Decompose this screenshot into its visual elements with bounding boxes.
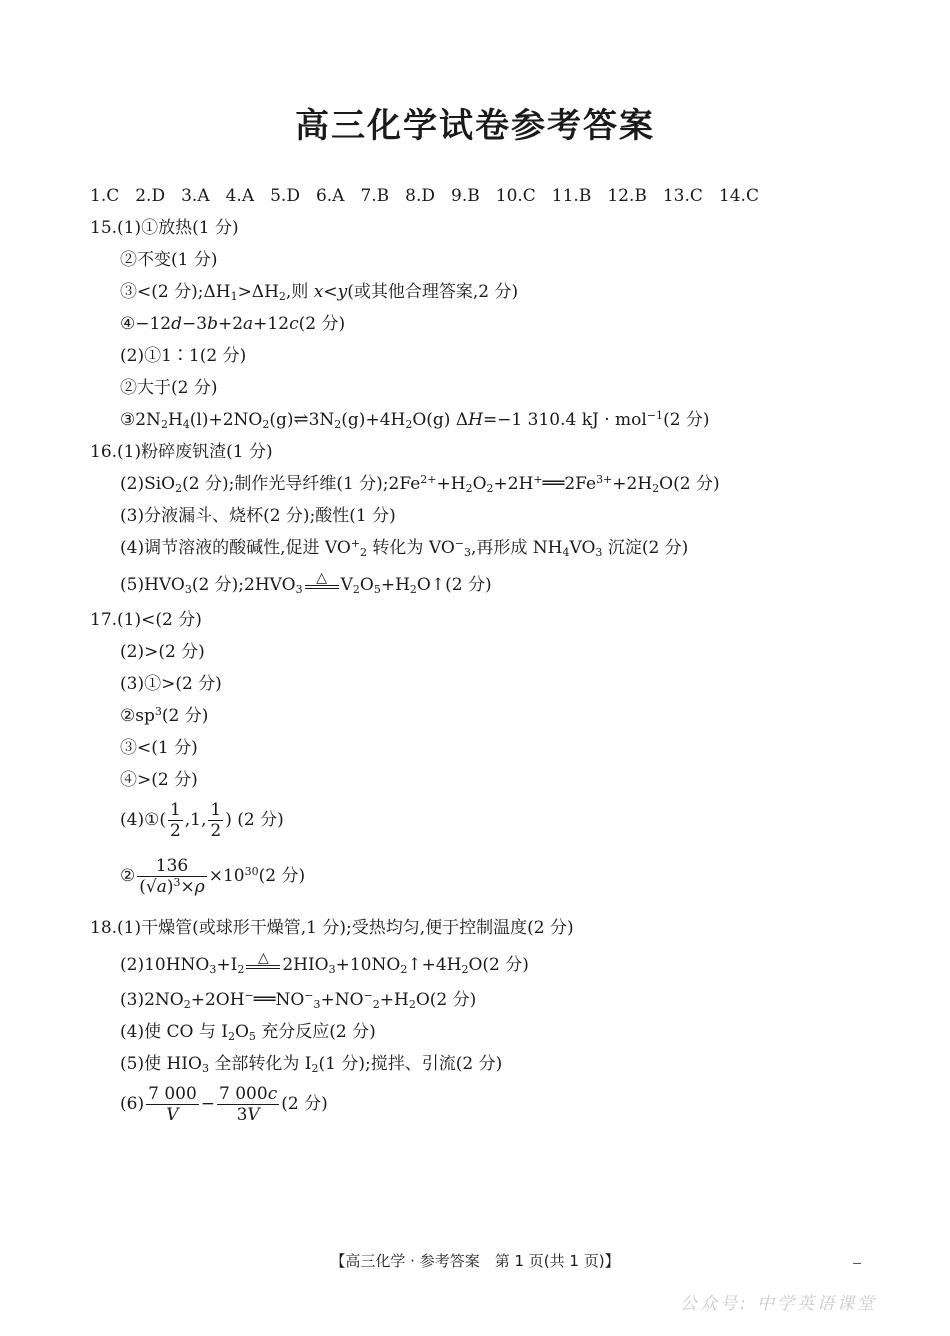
- mc-answer: 3.A: [181, 186, 210, 206]
- q17-line-7: (4)①( $\frac{1}{2}$ ,1, $\frac{1}{2}$ ) (2 分): [120, 800, 284, 841]
- mc-answer: 7.B: [360, 186, 390, 206]
- divider: [853, 1263, 861, 1264]
- mc-answer: 2.D: [135, 186, 166, 206]
- q15-line-3: ③<(2 分)$;\Delta H_1>\Delta H_2$,则 x<y(或其他合理答案,2 分): [120, 282, 519, 303]
- mc-answer: 5.D: [270, 186, 300, 206]
- fraction: $\frac{136}{(√a)^3\times\rho}$: [139, 856, 205, 897]
- mc-answer: 13.C: [662, 186, 703, 206]
- mc-answer-row: [90, 184, 775, 208]
- watermark: 公众号: 中学英语课堂: [680, 1294, 878, 1314]
- fraction: $\frac{1}{2}$: [169, 800, 181, 841]
- mc-answer: 14.C: [718, 186, 759, 206]
- heat-condition-icon: △: [246, 952, 280, 979]
- q17-line-6: ④>(2 分): [120, 770, 198, 790]
- q16-line-3: (3)分液漏斗、烧杯(2 分);酸性(1 分): [120, 506, 396, 526]
- mc-answer: 10.C: [495, 186, 536, 206]
- q18-line-4: (4)使 CO 与 $I_2O_5$ 充分反应(2 分): [120, 1022, 376, 1043]
- page-footer: 【高三化学 · 参考答案 第 1 页(共 1 页)】: [330, 1252, 620, 1270]
- heat-condition-icon: △: [305, 572, 339, 599]
- q18-line-1: 18.(1)干燥管(或球形干燥管,1 分);受热均匀,便于控制温度(2 分): [90, 918, 574, 938]
- q17-line-3: (3)①>(2 分): [120, 674, 222, 694]
- q15-line-7: $③2N_2H_4(l)+2NO_2(g)\rightleftharpoons 3N_2(g)+4H_2O(g)$ ΔH=−1 310.4 kJ · mol$^{-1}$(2 分): [120, 409, 710, 431]
- fraction: $\frac{1}{2}$: [210, 800, 222, 841]
- q15-line-5: (2)①1∶1(2 分): [120, 346, 247, 366]
- equilibrium-arrow-icon: ⇌: [293, 409, 309, 430]
- mc-answer: 11.B: [551, 186, 592, 206]
- q17-line-2: (2)>(2 分): [120, 642, 205, 662]
- q16-line-4: (4)调节溶液的酸碱性,促进 $VO^+_2$ 转化为 $VO^-_3$,再形成 $NH_4VO_3$ 沉淀(2 分): [120, 537, 689, 559]
- q15-line-2: ②不变(1 分): [120, 250, 218, 270]
- q18-line-6: (6) $\frac{7 000}{V}$ − $\frac{7 000c}{3V}$ (2 分): [120, 1084, 328, 1125]
- q15-line-6: ②大于(2 分): [120, 378, 218, 398]
- q17-line-8: ② $\frac{136}{(√a)^3\times\rho}$ $\times 10^{30}(2$ 分): [120, 856, 306, 897]
- q15-line-4: ④−12d−3b+2a+12c(2 分): [120, 314, 346, 334]
- equals-sign-icon: ══: [253, 989, 276, 1010]
- mc-answer: 9.B: [451, 186, 480, 206]
- q17-line-5: ③<(1 分): [120, 738, 198, 758]
- fraction: $\frac{7 000}{V}$: [148, 1084, 197, 1125]
- mc-answer: 1.C: [90, 186, 120, 206]
- q15-line-1: 15.(1)①放热(1 分): [90, 218, 239, 238]
- mc-answer: 6.A: [315, 186, 345, 206]
- q16-line-1: 16.(1)粉碎废钒渣(1 分): [90, 442, 273, 462]
- q18-line-3: $(3)2NO_2+2OH^-══NO^-_3+NO^-_2+H_2O(2$ 分): [120, 989, 477, 1011]
- q17-line-1: 17.(1)<(2 分): [90, 610, 202, 630]
- mc-answer: 12.B: [607, 186, 647, 206]
- q16-line-2: (2)SiO$_2$(2 分);制作光导纤维(1 分)$;2Fe^{2+}+H_2O_2+2H^+══2Fe^{3+}+2H_2O(2$ 分): [120, 473, 720, 495]
- mc-answer: 8.D: [405, 186, 436, 206]
- page-title: 高三化学试卷参考答案: [295, 106, 655, 146]
- mc-answer: 4.A: [225, 186, 255, 206]
- q16-line-5: $(5)HVO_3(2$ 分)$;2HVO_3$ △ $V_2O_5+H_2O↑(2$ 分): [120, 572, 492, 599]
- q18-line-2: $(2)10HNO_3+I_2$ △ $2HIO_3+10NO_2↑+4H_2O(2$ 分): [120, 952, 529, 979]
- fraction: $\frac{7 000c}{3V}$: [219, 1084, 278, 1125]
- equals-sign-icon: ══: [542, 473, 565, 494]
- q17-line-4: $②sp^3(2$ 分): [120, 705, 209, 726]
- q18-line-5: (5)使 $HIO_3$ 全部转化为 $I_2(1$ 分);搅拌、引流(2 分): [120, 1054, 503, 1075]
